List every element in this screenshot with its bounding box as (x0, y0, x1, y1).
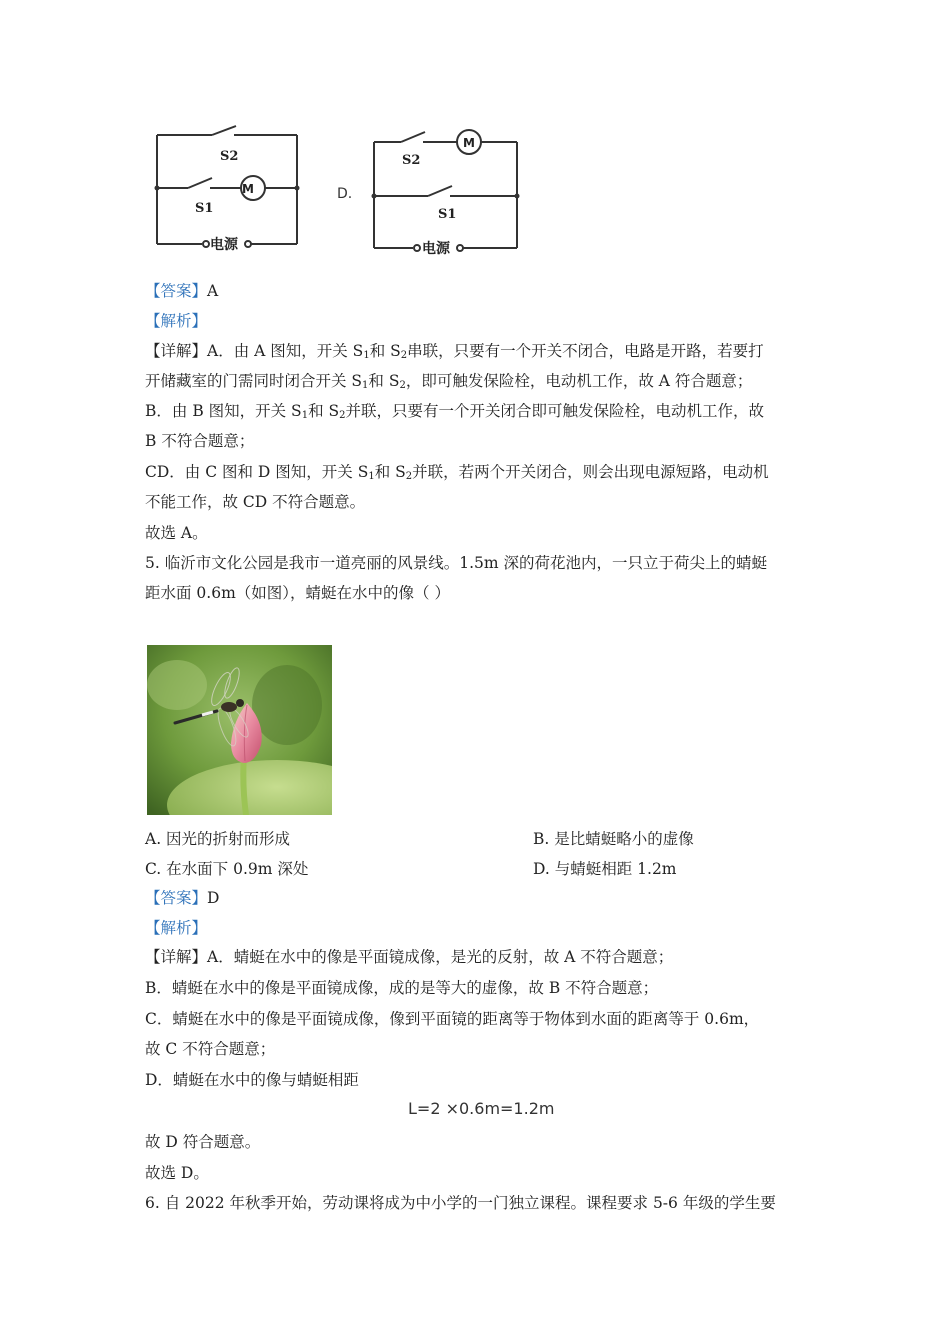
text: 和 S (369, 342, 401, 360)
text: 和 S (368, 372, 400, 390)
power-label: 电源 (210, 237, 238, 252)
detail-line-6: 不能工作，故 CD 不符合题意。 (145, 493, 366, 511)
subscript: 2 (339, 410, 346, 421)
subscript: 1 (301, 410, 309, 421)
answer-value: A (207, 282, 219, 300)
q5-stem-1: 5. 临沂市文化公园是我市一道亮丽的风景线。1.5m 深的荷花池内，一只立于荷尖上的蜻蜓 (145, 554, 767, 572)
detail-line-7: 故选 D。 (145, 1164, 209, 1182)
subscript: 1 (368, 471, 375, 482)
subscript: 1 (362, 380, 369, 391)
subscript: 1 (363, 350, 370, 361)
analysis-line (145, 310, 207, 332)
text: 和 S (374, 463, 406, 481)
analysis-tag: 【解析】 (145, 312, 208, 330)
detail-line-1 (145, 946, 673, 968)
answer-value: D (207, 889, 220, 907)
label-s2: S2 (220, 149, 239, 164)
text: A．蜻蜓在水中的像是平面镜成像，是光的反射，故 A 不符合题意； (207, 948, 674, 966)
answer-line (145, 280, 218, 302)
detail-line-6: 故 D 符合题意。 (145, 1133, 261, 1151)
analysis-line (145, 917, 207, 939)
text: ，即可触发保险栓，电动机工作，故 A 符合题意； (405, 372, 753, 390)
detail-line-2: B．蜻蜓在水中的像是平面镜成像，成的是等大的虚像，故 B 不符合题意； (145, 979, 659, 997)
option-d-prefix: D. (337, 186, 353, 202)
circuit-diagram-c (150, 122, 305, 252)
analysis-tag: 【解析】 (145, 919, 208, 937)
answer-line (145, 887, 219, 909)
text: B．由 B 图知，开关 S (145, 402, 302, 420)
text: 开储藏室的门需同时闭合开关 S (145, 372, 363, 390)
q5-stem-2: 距水面 0.6m（如图），蜻蜓在水中的像（ ） (145, 584, 450, 602)
text: 并联，只要有一个开关闭合即可触发保险栓，电动机工作，故 (345, 402, 764, 420)
option-b: B. 是比蜻蜓略小的虚像 (533, 830, 694, 848)
q6-stem-1: 6. 自 2022 年秋季开始，劳动课将成为中小学的一门独立课程。课程要求 5-6 年级的学生要 (145, 1194, 776, 1212)
detail-line-4: B 不符合题意； (145, 432, 255, 450)
detail-line-7: 故选 A。 (145, 524, 208, 542)
text: CD．由 C 图和 D 图知，开关 S (145, 463, 369, 481)
text: A．由 A 图知，开关 S (207, 342, 364, 360)
motor-label: M (242, 182, 254, 196)
option-a: A. 因光的折射而形成 (145, 830, 291, 848)
label-s1: S1 (438, 207, 457, 222)
detail-line-5 (145, 461, 769, 488)
formula: L=2 ×0.6m=1.2m (408, 1099, 555, 1118)
detail-tag: 【详解】 (145, 342, 208, 360)
detail-line-5: D．蜻蜓在水中的像与蜻蜓相距 (145, 1071, 359, 1089)
detail-line-3: C．蜻蜓在水中的像是平面镜成像，像到平面镜的距离等于物体到水面的距离等于 0.6m， (145, 1010, 760, 1028)
answer-tag: 【答案】 (145, 889, 208, 907)
motor-label: M (463, 136, 475, 150)
label-s2: S2 (402, 153, 421, 168)
subscript: 2 (405, 471, 413, 482)
text: 串联，只要有一个开关不闭合，电路是开路，若要打 (407, 342, 764, 360)
answer-tag: 【答案】 (145, 282, 208, 300)
subscript: 2 (400, 350, 408, 361)
option-c: C. 在水面下 0.9m 深处 (145, 860, 309, 878)
detail-tag: 【详解】 (145, 948, 208, 966)
detail-line-4: 故 C 不符合题意； (145, 1040, 276, 1058)
label-s1: S1 (195, 201, 214, 216)
text: 和 S (308, 402, 340, 420)
subscript: 2 (399, 380, 406, 391)
detail-line-3 (145, 400, 764, 427)
dragonfly-lotus-photo (147, 645, 332, 815)
text: 并联，若两个开关闭合，则会出现电源短路，电动机 (412, 463, 769, 481)
detail-line-2 (145, 370, 752, 397)
power-label: 电源 (422, 241, 450, 257)
detail-line-1 (145, 340, 764, 367)
circuit-diagram-d (368, 128, 523, 258)
option-d: D. 与蜻蜓相距 1.2m (533, 860, 677, 878)
